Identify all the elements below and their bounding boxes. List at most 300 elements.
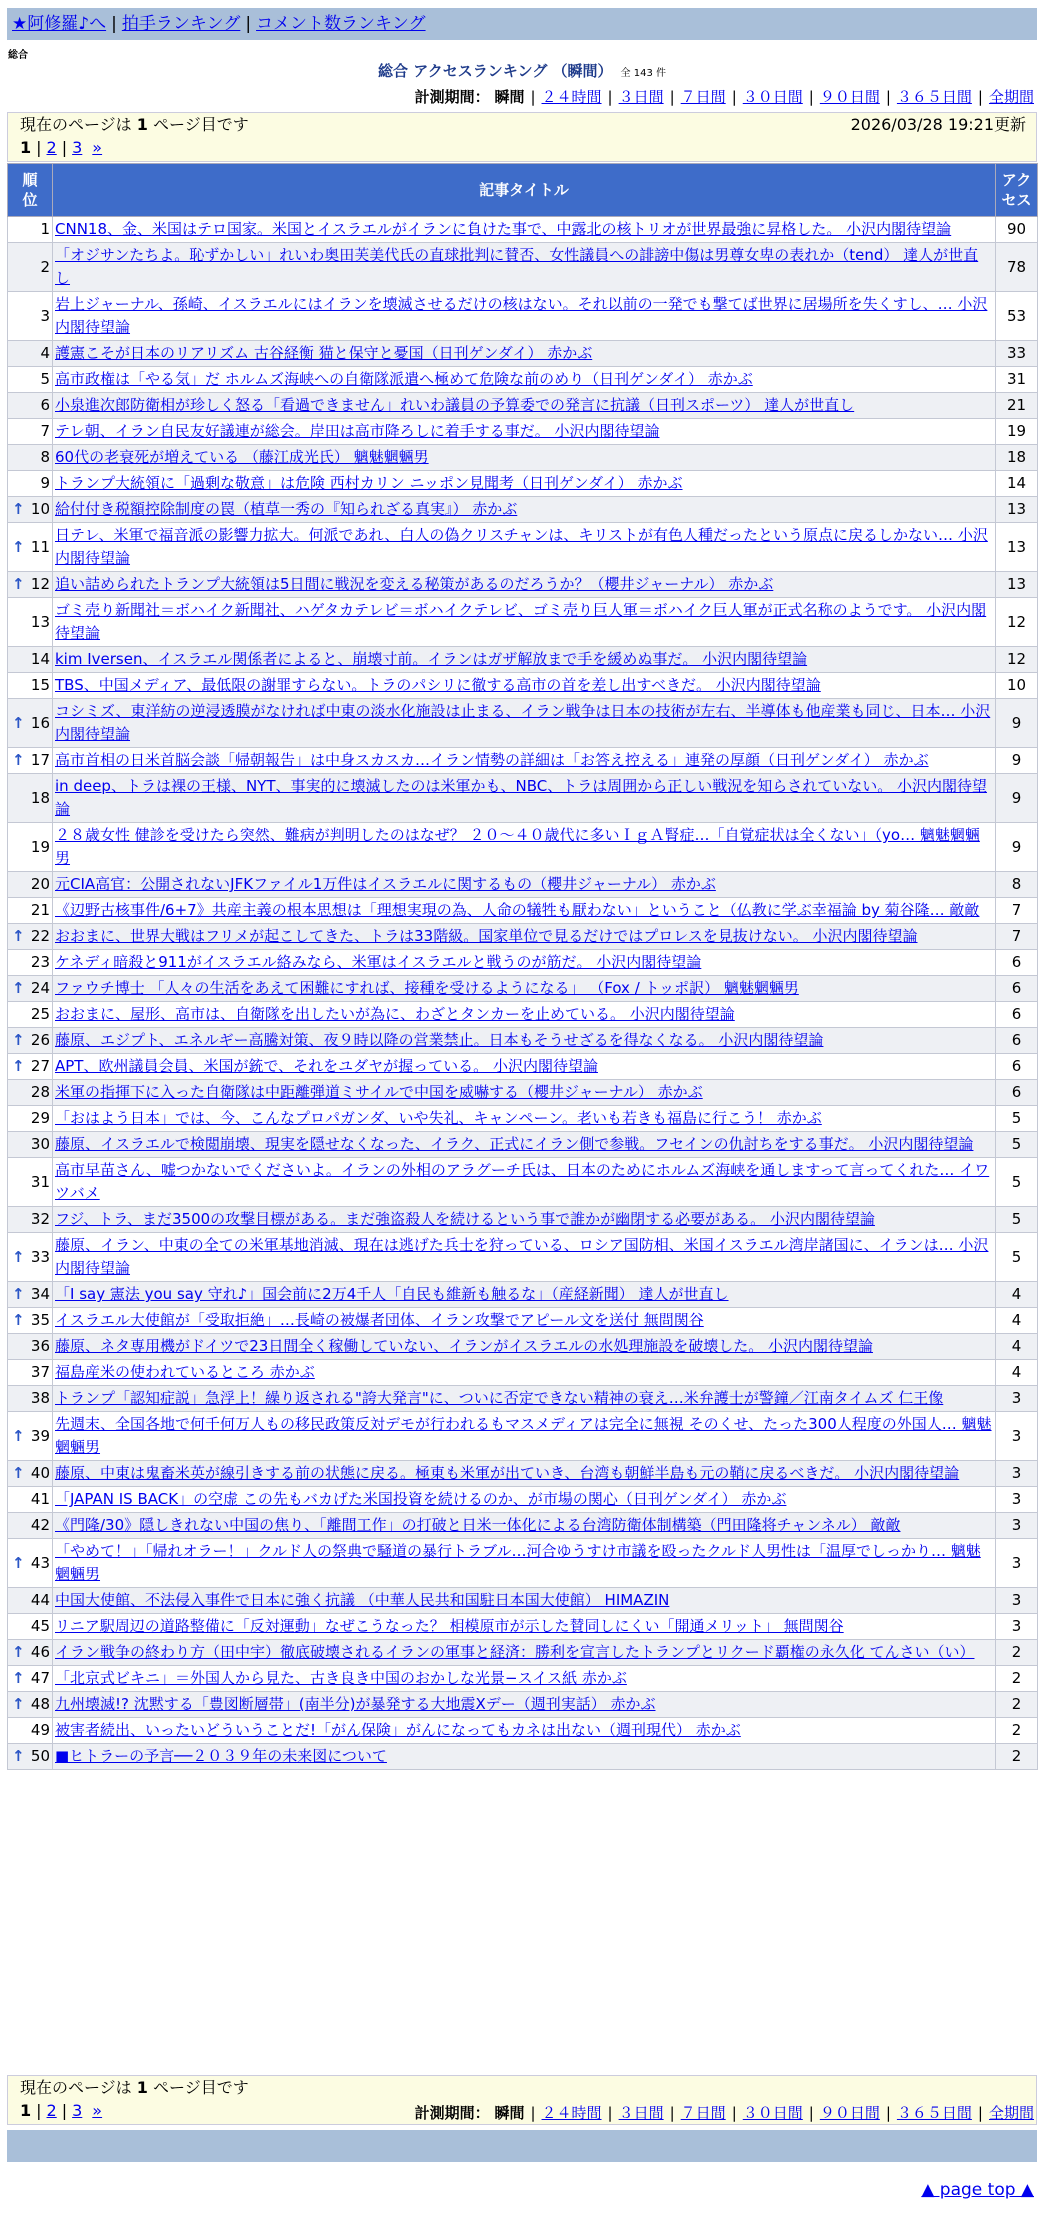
access-count: 2 (996, 1692, 1038, 1718)
title-cell (53, 924, 996, 950)
period-24h-link[interactable]: ２４時間 (541, 2104, 602, 2122)
title-cell (53, 699, 996, 748)
page-2-link[interactable]: 2 (46, 2101, 57, 2120)
access-count: 8 (996, 872, 1038, 898)
rank-number: 43 (30, 1553, 50, 1572)
rank-up-arrow-icon: ↑ (12, 1669, 25, 1687)
rank-number: 9 (40, 474, 50, 492)
rank-up-arrow-icon: ↑ (12, 1643, 25, 1661)
rank-cell (8, 1360, 53, 1386)
article-link[interactable]: 高市早苗さん、嘘つかないでくださいよ。イランの外相のアラグーチ氏は、日本のためにホルムズ海峡を通しますって言ってくれた… イワツバメ (55, 1161, 990, 1202)
rank-number: 31 (30, 1172, 50, 1191)
title-cell (53, 1513, 996, 1539)
rank-up-arrow-icon: ↑ (12, 1285, 25, 1303)
rank-number: 35 (30, 1311, 50, 1329)
table-row (8, 393, 1038, 419)
article-link[interactable]: 元CIA高官：公開されないJFKファイル1万件はイスラエルに関するもの（櫻井ジャーナル） 赤かぶ (55, 875, 716, 893)
title-column-header: 記事タイトル (53, 164, 996, 217)
clap-ranking-link[interactable]: 拍手ランキング (121, 14, 241, 34)
rank-cell (8, 647, 53, 673)
rank-number: 24 (30, 979, 50, 997)
category-label: 総合 (8, 50, 28, 61)
access-count: 19 (996, 419, 1038, 445)
period-label: 計測期間： (414, 88, 490, 106)
title-cell (53, 1539, 996, 1588)
title-cell (53, 572, 996, 598)
article-link[interactable]: 小泉進次郎防衛相が珍しく怒る「看過できません」れいわ議員の予算委での発言に抗議（日刊スポーツ） 達人が世直し (55, 396, 855, 414)
rank-number: 10 (30, 500, 50, 518)
period-all-link[interactable]: 全期間 (988, 88, 1034, 106)
page-top-link[interactable]: ▲ page top ▲ (921, 2180, 1034, 2200)
page-3-link[interactable]: 3 (72, 2101, 83, 2120)
period-30d-link[interactable]: ３０日間 (742, 2104, 803, 2122)
rank-up-arrow-icon: ↑ (12, 1031, 25, 1049)
table-row (8, 872, 1038, 898)
table-row (8, 1412, 1038, 1461)
rank-cell (8, 1461, 53, 1487)
rank-cell (8, 1718, 53, 1744)
rank-number: 17 (30, 751, 50, 769)
title-cell (53, 292, 996, 341)
access-count: 13 (996, 497, 1038, 523)
article-link[interactable]: 藤原、中東は鬼畜米英が線引きする前の状態に戻る。極東も米軍が出ていき、台湾も朝鮮半島も元の鞘に戻るべきだ。 小沢内閣待望論 (55, 1464, 960, 1482)
title-cell (53, 748, 996, 774)
access-count: 3 (996, 1513, 1038, 1539)
article-link[interactable]: 藤原、エジプト、エネルギー高騰対策、夜９時以降の営業禁止。日本もそうせざるを得なくなる。 小沢内閣待望論 (55, 1031, 824, 1049)
article-link[interactable]: ケネディ暗殺と911がイスラエル絡みなら、米軍はイスラエルと戦うのが筋だ。 小沢内閣待望論 (55, 953, 702, 971)
article-link[interactable]: 藤原、ネタ専用機がドイツで23日間全く稼働していない、イランがイスラエルの水処理施設を破壊した。 小沢内閣待望論 (55, 1337, 873, 1355)
title-cell (53, 1588, 996, 1614)
article-link[interactable]: 中国大使館、不法侵入事件で日本に強く抗議 （中華人民共和国駐日本国大使館） HIMAZIN (55, 1591, 670, 1609)
access-count: 7 (996, 898, 1038, 924)
access-count: 9 (996, 699, 1038, 748)
title-cell (53, 1002, 996, 1028)
page-1-current: 1 (20, 138, 32, 157)
table-row (8, 1080, 1038, 1106)
article-link[interactable]: 藤原、イラン、中東の全ての米軍基地消滅、現在は逃げた兵士を狩っている、ロシア国防相、米国イスラエル湾岸諸国に、イランは… 小沢内閣待望論 (55, 1236, 989, 1277)
article-link[interactable]: おおまに、世界大戦はフリメが起こしてきた、トラは33階級。国家単位で見るだけではプロレスを見抜けない。 小沢内閣待望論 (55, 927, 918, 945)
rank-up-arrow-icon: ↑ (12, 1695, 25, 1713)
rank-cell (8, 445, 53, 471)
table-row (8, 699, 1038, 748)
title-cell (53, 872, 996, 898)
access-count: 2 (996, 1718, 1038, 1744)
rank-cell (8, 217, 53, 243)
rank-cell (8, 367, 53, 393)
rank-cell (8, 1386, 53, 1412)
access-count: 4 (996, 1282, 1038, 1308)
rank-number: 6 (40, 396, 50, 414)
article-link[interactable]: kim Iversen、イスラエル関係者によると、崩壊寸前。イランはガザ解放まで手を緩めぬ事だ。 小沢内閣待望論 (55, 650, 808, 668)
table-row (8, 898, 1038, 924)
bottom-bar (7, 2130, 1037, 2162)
rank-up-arrow-icon: ↑ (12, 713, 25, 732)
period-3d-link[interactable]: ３日間 (618, 88, 664, 106)
table-row (8, 673, 1038, 699)
table-row (8, 243, 1038, 292)
article-link[interactable]: 「おはよう日本」では、今、こんなプロパガンダ、いや失礼、キャンペーン。老いも若きも福島に行こう！ 赤かぶ (55, 1109, 822, 1127)
access-count: 6 (996, 976, 1038, 1002)
access-count: 4 (996, 1360, 1038, 1386)
rank-cell (8, 774, 53, 823)
article-link[interactable]: ゴミ売り新聞社＝ボハイク新聞社、ハゲタカテレビ＝ボハイクテレビ、ゴミ売り巨人軍＝ボハイク巨人軍が正式名称のようです。 小沢内閣待望論 (55, 601, 987, 642)
title-cell (53, 341, 996, 367)
article-link[interactable]: コシミズ、東洋紡の逆浸透膜がなければ中東の淡水化施設は止まる、イラン戦争は日本の技術が左右、半導体も他産業も同じ、日本… 小沢内閣待望論 (55, 702, 991, 743)
access-count: 2 (996, 1640, 1038, 1666)
rank-up-arrow-icon: ↑ (12, 537, 25, 556)
next-page-link[interactable]: » (92, 138, 103, 157)
title-cell (53, 243, 996, 292)
rank-number: 33 (30, 1247, 50, 1266)
rank-number: 27 (30, 1057, 50, 1075)
page-info-line: 現在のページは 1 ページ目です (20, 2078, 249, 2097)
article-link[interactable]: 「オジサンたちよ。恥ずかしい」れいわ奥田芙美代氏の直球批判に賛否、女性議員への誹謗中傷は男尊女卑の表れか（tend） 達人が世直し (55, 246, 979, 287)
page-3-link[interactable]: 3 (72, 138, 83, 157)
rank-number: 8 (40, 448, 50, 466)
access-count: 5 (996, 1106, 1038, 1132)
rank-number: 49 (30, 1721, 50, 1739)
rank-up-arrow-icon: ↑ (12, 1426, 25, 1445)
rank-number: 25 (30, 1005, 50, 1023)
table-header-row (8, 164, 1038, 217)
rank-number: 20 (30, 875, 50, 893)
access-count: 6 (996, 1054, 1038, 1080)
article-link[interactable]: APT、欧州議員会員、米国が銃で、それをユダヤが握っている。 小沢内閣待望論 (55, 1057, 598, 1075)
rank-cell (8, 1054, 53, 1080)
rank-number: 5 (40, 370, 50, 388)
access-count: 9 (996, 774, 1038, 823)
title-cell (53, 1233, 996, 1282)
table-row (8, 748, 1038, 774)
article-link[interactable]: in deep、トラは裸の王様、NYT、事実的に壊滅したのは米軍かも、NBC、トラは周囲から正しい戦況を知らされていない。 小沢内閣待望論 (55, 777, 987, 818)
rank-cell (8, 419, 53, 445)
article-link[interactable]: 九州壊滅!? 沈黙する「豊図断層帯」(南半分)が暴発する大地震Xデー（週刊実話） 赤かぶ (55, 1695, 656, 1713)
rank-up-arrow-icon: ↑ (12, 979, 25, 997)
access-count: 6 (996, 1002, 1038, 1028)
access-count: 21 (996, 393, 1038, 419)
article-link[interactable]: 高市首相の日米首脳会談「帰朝報告」は中身スカスカ…イラン情勢の詳細は「お答え控える」連発の厚顔（日刊ゲンダイ） 赤かぶ (55, 751, 929, 769)
title-cell (53, 1614, 996, 1640)
article-link[interactable]: イスラエル大使館が「受取拒絶」…長崎の被爆者団体、イラン攻撃でアピール文を送付 無問関谷 (55, 1311, 704, 1329)
article-link[interactable]: トランプ大統領に「過剰な敬意」は危険 西村カリン ニッポン見聞考（日刊ゲンダイ） 赤かぶ (55, 474, 683, 492)
title-cell (53, 1308, 996, 1334)
article-link[interactable]: 日テレ、米軍で福音派の影響力拡大。何派であれ、白人の偽クリスチャンは、キリストが有色人種だったという原点に戻るしかない… 小沢内閣待望論 (55, 526, 988, 567)
rank-number: 46 (30, 1643, 50, 1661)
updated-time: 2026/03/28 19:21更新 (850, 115, 1026, 134)
rank-cell (8, 1334, 53, 1360)
ranking-title (0, 60, 1044, 81)
rank-up-arrow-icon: ↑ (12, 575, 25, 593)
rank-cell (8, 1282, 53, 1308)
article-link[interactable]: イラン戦争の終わり方（田中宇）徹底破壊されるイランの軍事と経済：勝利を宣言したトランプとリクード覇権の永久化 てんさい（い） (55, 1643, 975, 1661)
rank-up-arrow-icon: ↑ (12, 1311, 25, 1329)
access-count: 5 (996, 1132, 1038, 1158)
access-count: 31 (996, 367, 1038, 393)
period-90d-link[interactable]: ９０日間 (819, 88, 880, 106)
rank-cell (8, 572, 53, 598)
period-90d-link[interactable]: ９０日間 (819, 2104, 880, 2122)
access-count: 5 (996, 1158, 1038, 1207)
table-row (8, 471, 1038, 497)
table-row (8, 598, 1038, 647)
rank-up-arrow-icon: ↑ (12, 1553, 25, 1572)
table-row (8, 1002, 1038, 1028)
rank-number: 19 (30, 837, 50, 856)
access-count: 6 (996, 950, 1038, 976)
title-cell (53, 1487, 996, 1513)
article-link[interactable]: 《辺野古核事件/6+7》共産主義の根本思想は「理想実現の為、人命の犠牲も厭わない」ということ（仏教に学ぶ幸福論 by 菊谷隆… 敵敵 (55, 901, 980, 919)
article-link[interactable]: 高市政権は「やる気」だ ホルムズ海峡への自衛隊派遣へ極めて危険な前のめり（日刊ゲンダイ） 赤かぶ (55, 370, 753, 388)
period-current: 瞬間 (494, 88, 525, 106)
rank-number: 48 (30, 1695, 50, 1713)
rank-number: 7 (40, 422, 50, 440)
access-count: 9 (996, 823, 1038, 872)
title-cell (53, 471, 996, 497)
rank-number: 47 (30, 1669, 50, 1687)
access-count: 13 (996, 572, 1038, 598)
article-link[interactable]: リニア駅周辺の道路整備に「反対運動」なぜこうなった？ 相模原市が示した賛同しにくい「開通メリット」 無問関谷 (55, 1617, 844, 1635)
access-count: 2 (996, 1666, 1038, 1692)
article-link[interactable]: 被害者続出、いったいどういうことだ!「がん保険」がんになってもカネは出ない（週刊現代） 赤かぶ (55, 1721, 741, 1739)
title-cell (53, 976, 996, 1002)
title-cell (53, 1360, 996, 1386)
current-page-number: 1 (136, 115, 148, 134)
table-row (8, 1132, 1038, 1158)
rank-cell (8, 1744, 53, 1770)
rank-number: 14 (30, 650, 50, 668)
table-row (8, 1054, 1038, 1080)
access-count: 9 (996, 748, 1038, 774)
table-row (8, 1487, 1038, 1513)
access-count: 3 (996, 1461, 1038, 1487)
rank-number: 15 (30, 676, 50, 694)
access-count: 3 (996, 1487, 1038, 1513)
period-3d-link[interactable]: ３日間 (618, 2104, 664, 2122)
access-count: 3 (996, 1614, 1038, 1640)
rank-number: 12 (30, 575, 50, 593)
ranking-table (7, 163, 1038, 1770)
rank-cell (8, 1002, 53, 1028)
access-count: 12 (996, 647, 1038, 673)
title-cell (53, 898, 996, 924)
title-cell (53, 1054, 996, 1080)
rank-cell (8, 1513, 53, 1539)
rank-cell (8, 598, 53, 647)
comment-ranking-link[interactable]: コメント数ランキング (256, 14, 426, 34)
access-count: 6 (996, 1028, 1038, 1054)
access-count: 12 (996, 598, 1038, 647)
access-count: 90 (996, 217, 1038, 243)
rank-number: 11 (30, 537, 50, 556)
rank-cell (8, 898, 53, 924)
article-link[interactable]: ファウチ博士 「人々の生活をあえて困難にすれば、接種を受けるようになる」 （Fox / トッポ訳） 魑魅魍魎男 (55, 979, 799, 997)
title-cell (53, 1207, 996, 1233)
table-row (8, 1360, 1038, 1386)
title-cell (53, 419, 996, 445)
rank-number: 44 (30, 1591, 50, 1609)
table-row (8, 572, 1038, 598)
rank-number: 50 (30, 1747, 50, 1765)
rank-cell (8, 1233, 53, 1282)
article-link[interactable]: CNN18、金、米国はテロ国家。米国とイスラエルがイランに負けた事で、中露北の核トリオが世界最強に昇格した。 小沢内閣待望論 (55, 220, 952, 238)
rank-up-arrow-icon: ↑ (12, 1057, 25, 1075)
access-count: 6 (996, 1080, 1038, 1106)
pagination-bottom: 1 | 2 | 3 » (20, 2101, 103, 2120)
title-cell (53, 1028, 996, 1054)
rank-cell (8, 1487, 53, 1513)
title-cell (53, 1080, 996, 1106)
table-row (8, 1207, 1038, 1233)
rank-number: 28 (30, 1083, 50, 1101)
access-count: 33 (996, 341, 1038, 367)
rank-cell (8, 872, 53, 898)
article-link[interactable]: 先週末、全国各地で何千何万人もの移民政策反対デモが行われるもマスメディアは完全に無視 そのくせ、たった300人程度の外国人… 魑魅魍魎男 (55, 1415, 992, 1456)
article-link[interactable]: フジ、トラ、まだ3500の攻撃目標がある。まだ強盗殺人を続けるという事で誰かが幽閉する必要がある。 小沢内閣待望論 (55, 1210, 875, 1228)
title-cell (53, 1461, 996, 1487)
article-link[interactable]: TBS、中国メディア、最低限の謝罪すらない。トラのパシリに徹する高市の首を差し出すべきだ。 小沢内閣待望論 (55, 676, 821, 694)
rank-cell (8, 1106, 53, 1132)
title-cell (53, 774, 996, 823)
title-cell (53, 673, 996, 699)
article-link[interactable]: トランプ「認知症説」急浮上！繰り返される"誇大発言"に、ついに否定できない精神の衰え…米弁護士が警鐘／江南タイムズ 仁王像 (55, 1389, 944, 1407)
rank-cell (8, 1132, 53, 1158)
page-info-line: 現在のページは 1 ページ目です 2026/03/28 19:21更新 (8, 113, 1036, 137)
table-row (8, 647, 1038, 673)
table-row (8, 976, 1038, 1002)
period-7d-link[interactable]: ７日間 (680, 2104, 726, 2122)
rank-cell (8, 497, 53, 523)
access-count: 2 (996, 1744, 1038, 1770)
rank-number: 29 (30, 1109, 50, 1127)
period-selector-top: 計測期間： 瞬間 | ２４時間 | ３日間 | ７日間 | ３０日間 | ９０日間 | ３６５日間 | 全期間 (414, 88, 1034, 106)
article-link[interactable]: 藤原、イスラエルで検閲崩壊、現実を隠せなくなった、イラク、正式にイラン側で参戦。フセインの仇討ちをする事だ。 小沢内閣待望論 (55, 1135, 974, 1153)
title-cell (53, 523, 996, 572)
access-count: 3 (996, 1588, 1038, 1614)
title-cell (53, 497, 996, 523)
rank-cell (8, 1588, 53, 1614)
article-link[interactable]: 追い詰められたトランプ大統領は5日間に戦況を変える秘策があるのだろうか？（櫻井ジャーナル） 赤かぶ (55, 575, 774, 593)
rank-number: 36 (30, 1337, 50, 1355)
access-count: 5 (996, 1233, 1038, 1282)
rank-cell (8, 823, 53, 872)
period-7d-link[interactable]: ７日間 (680, 88, 726, 106)
page-info-top (7, 112, 1037, 162)
rank-number: 2 (40, 257, 50, 276)
article-link[interactable]: 岩上ジャーナル、孫崎、イスラエルにはイランを壊滅させるだけの核はない。それ以前の一発でも撃てば世界に居場所を失くすし、… 小沢内閣待望論 (55, 295, 988, 336)
title-cell (53, 1692, 996, 1718)
article-link[interactable]: 「やめて！」「帰れオラー！」クルド人の祭典で騒道の暴行トラブル…河合ゆうすけ市議を殴ったクルド人男性は「温厚でしっかり… 魑魅魍魎男 (55, 1542, 981, 1583)
rank-cell (8, 393, 53, 419)
rank-cell (8, 748, 53, 774)
article-link[interactable]: おおまに、屋形、高市は、自衛隊を出したいが為に、わざとタンカーを止めている。 小沢内閣待望論 (55, 1005, 735, 1023)
title-cell (53, 393, 996, 419)
title-cell (53, 1744, 996, 1770)
rank-cell (8, 1308, 53, 1334)
title-cell (53, 1132, 996, 1158)
article-link[interactable]: 《門隆/30》隠しきれない中国の焦り、「離間工作」の打破と日米一体化による台湾防衛体制構築（門田隆将チャンネル） 敵敵 (55, 1516, 901, 1534)
title-cell (53, 1282, 996, 1308)
rank-number: 26 (30, 1031, 50, 1049)
period-30d-link[interactable]: ３０日間 (742, 88, 803, 106)
article-link[interactable]: 「北京式ビキニ」＝外国人から見た、古き良き中国のおかしな光景−スイス紙 赤かぶ (55, 1669, 627, 1687)
article-link[interactable]: 福島産米の使われているところ 赤かぶ (55, 1363, 315, 1381)
rank-cell (8, 1640, 53, 1666)
table-row (8, 1539, 1038, 1588)
table-row (8, 1744, 1038, 1770)
table-row (8, 1718, 1038, 1744)
period-24h-link[interactable]: ２４時間 (541, 88, 602, 106)
table-row (8, 367, 1038, 393)
rank-number: 13 (30, 612, 50, 631)
article-link[interactable]: ■ヒトラーの予言──２０３９年の未来図について (55, 1747, 387, 1765)
title-cell (53, 445, 996, 471)
rank-up-arrow-icon: ↑ (12, 500, 25, 518)
page-1-current: 1 (20, 2101, 32, 2120)
table-row (8, 1640, 1038, 1666)
article-link[interactable]: ２８歳女性 健診を受けたら突然、難病が判明したのはなぜ？ ２０～４０歳代に多いＩｇＡ腎症…「自覚症状は全くない」（yo… 魑魅魍魎男 (55, 826, 980, 867)
title-cell (53, 647, 996, 673)
rank-number: 3 (40, 306, 50, 325)
next-page-link[interactable]: » (92, 2101, 103, 2120)
asyura-home-link[interactable]: ★阿修羅♪へ (12, 14, 107, 34)
article-link[interactable]: 「I say 憲法 you say 守れ♪」国会前に2万4千人「自民も維新も触るな」（産経新聞） 達人が世直し (55, 1285, 729, 1303)
rank-number: 4 (40, 344, 50, 362)
access-count: 4 (996, 1334, 1038, 1360)
table-row (8, 774, 1038, 823)
rank-number: 37 (30, 1363, 50, 1381)
table-row (8, 1588, 1038, 1614)
rank-up-arrow-icon: ↑ (12, 927, 25, 945)
article-link[interactable]: 護憲こそが日本のリアリズム 古谷経衡 猫と保守と憂国（日刊ゲンダイ） 赤かぶ (55, 344, 593, 362)
article-link[interactable]: 60代の老衰死が増えている （藤江成光氏） 魑魅魍魎男 (55, 448, 429, 466)
table-row (8, 497, 1038, 523)
table-row (8, 1028, 1038, 1054)
article-link[interactable]: 米軍の指揮下に入った自衛隊は中距離弾道ミサイルで中国を威嚇する（櫻井ジャーナル） 赤かぶ (55, 1083, 703, 1101)
rank-number: 41 (30, 1490, 50, 1508)
page-2-link[interactable]: 2 (46, 138, 57, 157)
rank-number: 22 (30, 927, 50, 945)
rank-number: 40 (30, 1464, 50, 1482)
table-row (8, 1614, 1038, 1640)
rank-number: 42 (30, 1516, 50, 1534)
article-link[interactable]: 給付付き税額控除制度の罠（植草一秀の『知られざる真実』） 赤かぶ (55, 500, 518, 518)
table-row (8, 1233, 1038, 1282)
title-cell (53, 1386, 996, 1412)
rank-number: 21 (30, 901, 50, 919)
access-count: 53 (996, 292, 1038, 341)
access-count: 78 (996, 243, 1038, 292)
article-link[interactable]: テレ朝、イラン自民友好議連が総会。岸田は高市降ろしに着手する事だ。 小沢内閣待望論 (55, 422, 660, 440)
rank-number: 16 (30, 713, 50, 732)
pagination-top: 1 | 2 | 3 » (20, 138, 103, 157)
period-all-link[interactable]: 全期間 (988, 2104, 1034, 2122)
rank-cell (8, 341, 53, 367)
rank-cell (8, 699, 53, 748)
rank-up-arrow-icon: ↑ (12, 1747, 25, 1765)
table-row (8, 341, 1038, 367)
access-count: 3 (996, 1386, 1038, 1412)
period-365d-link[interactable]: ３６５日間 (896, 88, 972, 106)
rank-number: 45 (30, 1617, 50, 1635)
rank-cell (8, 673, 53, 699)
access-column-header: アクセス (996, 164, 1038, 217)
article-link[interactable]: 「JAPAN IS BACK」の空虚 この先もバカげた米国投資を続けるのか、が市場の関心（日刊ゲンダイ） 赤かぶ (55, 1490, 787, 1508)
table-row (8, 1386, 1038, 1412)
rank-cell (8, 1080, 53, 1106)
access-count: 18 (996, 445, 1038, 471)
access-count: 13 (996, 523, 1038, 572)
period-365d-link[interactable]: ３６５日間 (896, 2104, 972, 2122)
